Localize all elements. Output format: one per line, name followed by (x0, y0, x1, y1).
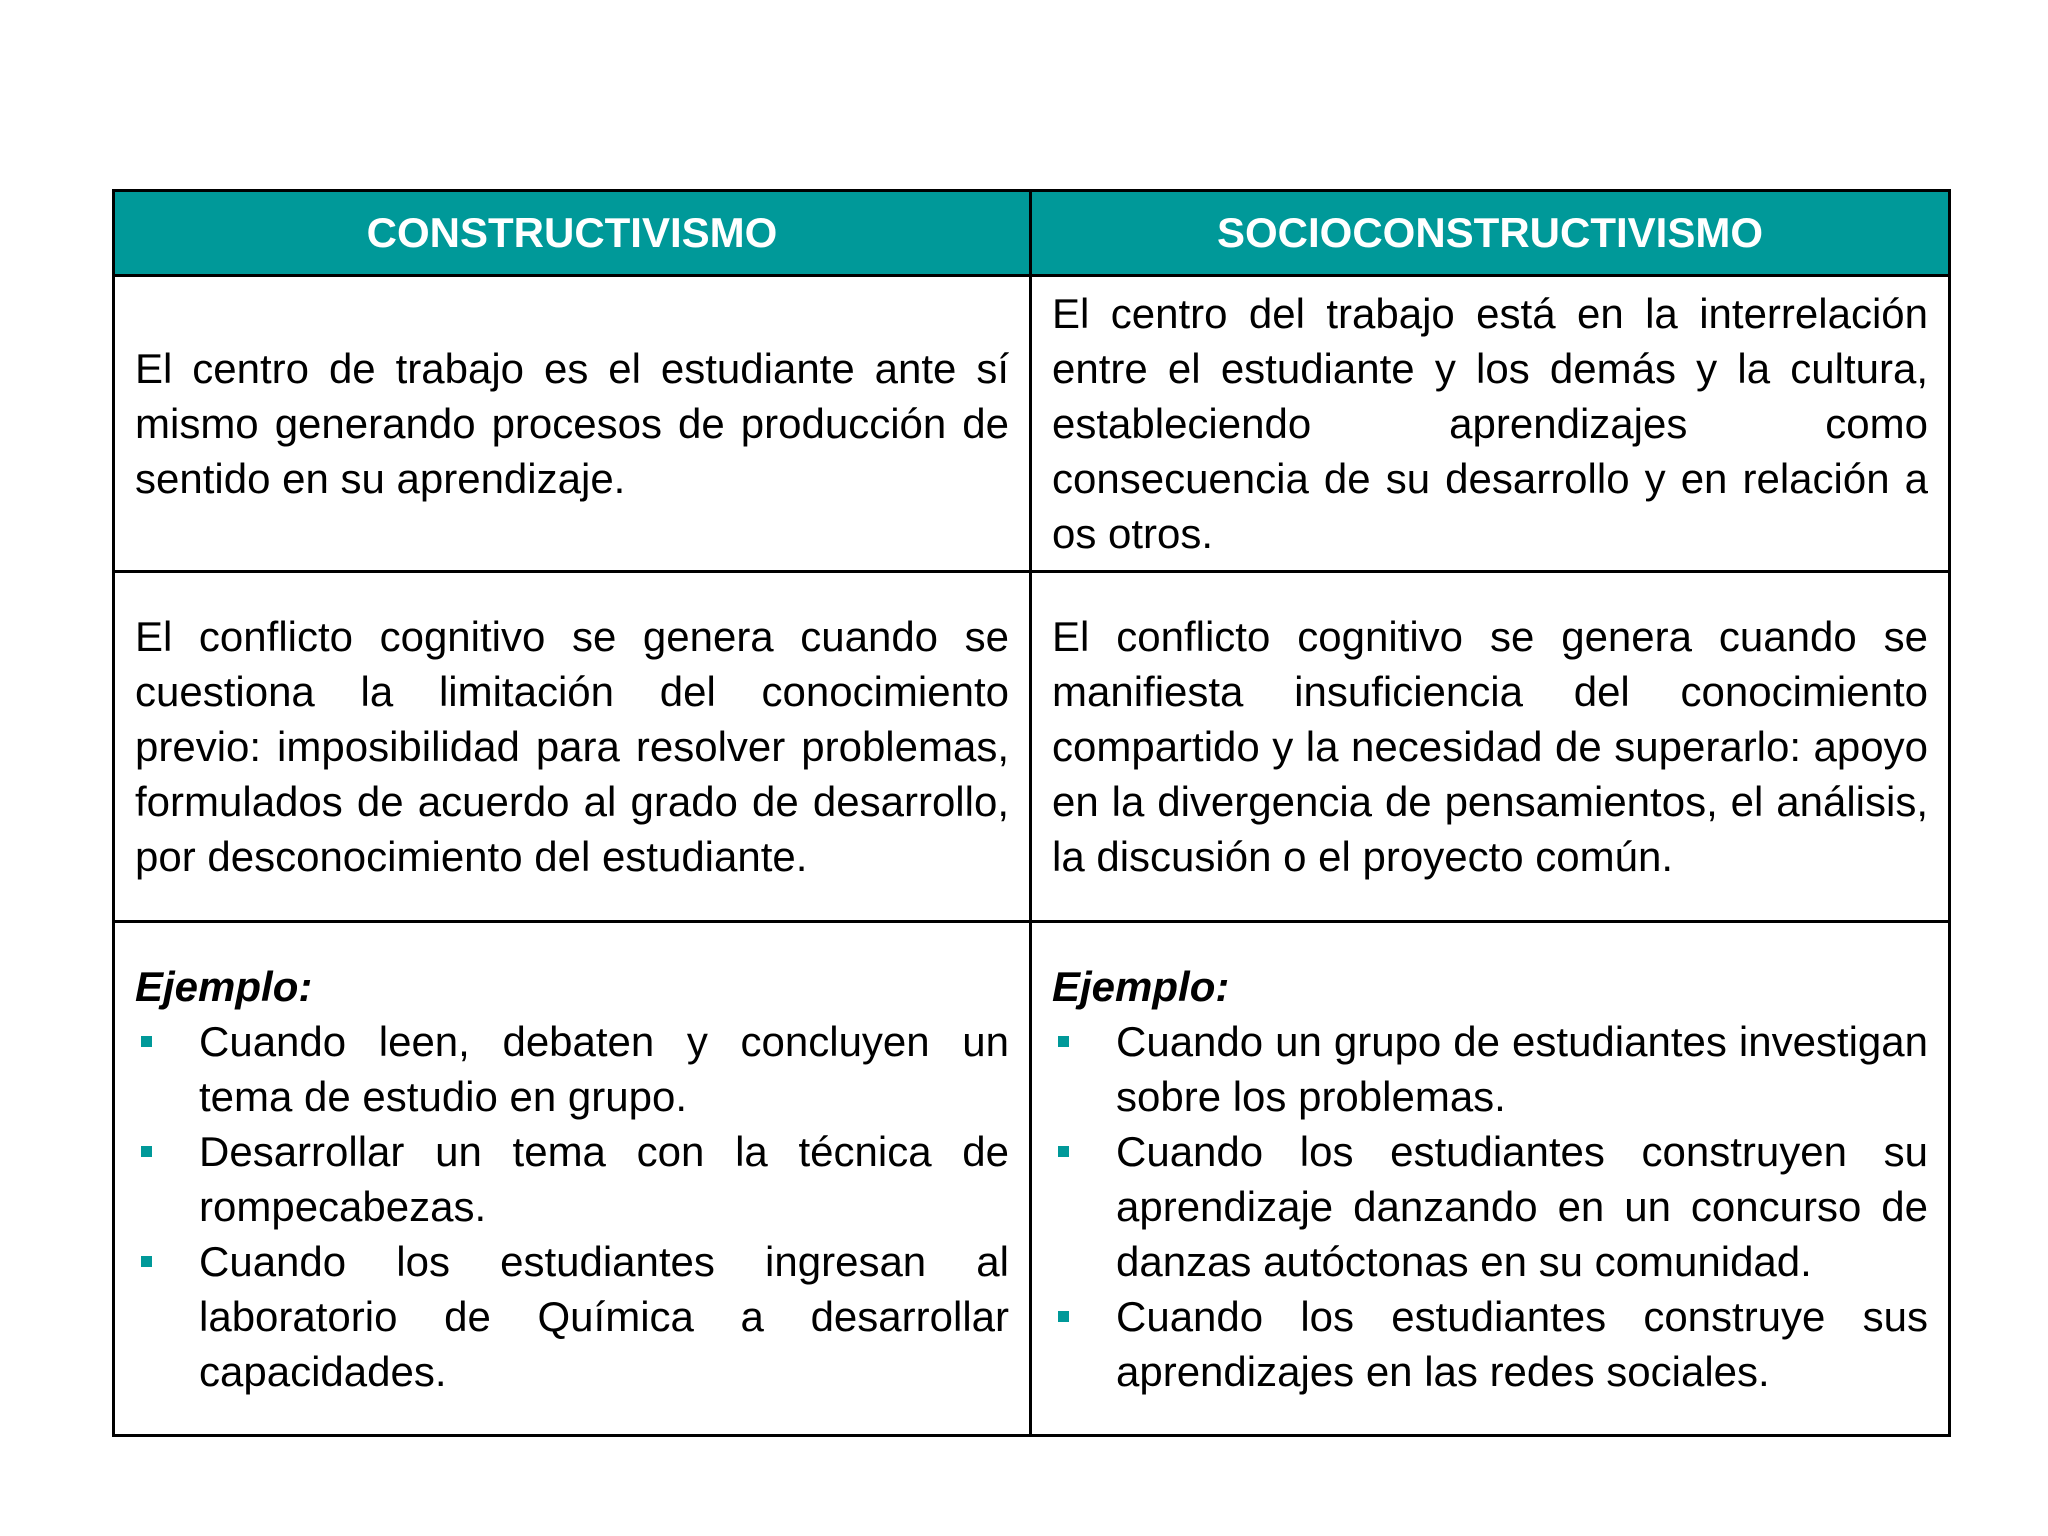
table-row (114, 922, 1950, 1436)
table-row (114, 276, 1950, 572)
cell-work-center-constructivismo: El centro de trabajo es el estudiante ante sí mismo generando procesos de producción de sentido en su aprendizaje. (114, 276, 1031, 572)
square-bullet-icon (1058, 1146, 1069, 1157)
list-item-text: Cuando los estudiantes construye sus aprendizajes en las redes sociales. (1116, 1292, 1928, 1395)
example-title: Ejemplo: (1052, 962, 1230, 1010)
comparison-table (112, 189, 1951, 1437)
square-bullet-icon (141, 1256, 152, 1267)
table-row (114, 572, 1950, 922)
list-item (135, 1124, 1009, 1234)
square-bullet-icon (141, 1146, 152, 1157)
square-bullet-icon (1058, 1311, 1069, 1322)
list-item (135, 1234, 1009, 1399)
header-row (114, 191, 1950, 276)
cell-examples-socioconstructivismo (1031, 922, 1950, 1436)
list-item-text: Cuando los estudiantes construyen su aprendizaje danzando en un concurso de danzas autóctonas en su comunidad. (1116, 1127, 1928, 1285)
header-constructivismo: CONSTRUCTIVISMO (114, 191, 1031, 276)
header-socioconstructivismo: SOCIOCONSTRUCTIVISMO (1031, 191, 1950, 276)
example-list (1052, 1014, 1928, 1399)
list-item (135, 1014, 1009, 1124)
list-item-text: Desarrollar un tema con la técnica de rompecabezas. (199, 1127, 1009, 1230)
cell-work-center-socioconstructivismo: El centro del trabajo está en la interrelación entre el estudiante y los demás y la cultura, estableciendo aprendizajes como consecuencia de su desarrollo y en relación a os otros. (1031, 276, 1950, 572)
list-item (1052, 1014, 1928, 1124)
square-bullet-icon (141, 1036, 152, 1047)
list-item (1052, 1289, 1928, 1399)
list-item-text: Cuando los estudiantes ingresan al laboratorio de Química a desarrollar capacidades. (199, 1237, 1009, 1395)
list-item-text: Cuando leen, debaten y concluyen un tema de estudio en grupo. (199, 1017, 1009, 1120)
cell-examples-constructivismo (114, 922, 1031, 1436)
cell-cognitive-conflict-constructivismo: El conflicto cognitivo se genera cuando se cuestiona la limitación del conocimiento previo: imposibilidad para resolver problemas, formulados de acuerdo al grado de desarrollo, por desconocimiento del estudiante. (114, 572, 1031, 922)
example-list (135, 1014, 1009, 1399)
list-item-text: Cuando un grupo de estudiantes investigan sobre los problemas. (1116, 1017, 1928, 1120)
example-title: Ejemplo: (135, 962, 313, 1010)
cell-cognitive-conflict-socioconstructivismo: El conflicto cognitivo se genera cuando se manifiesta insuficiencia del conocimiento compartido y la necesidad de superarlo: apoyo en la divergencia de pensamientos, el análisis, la discusión o el proyecto común. (1031, 572, 1950, 922)
square-bullet-icon (1058, 1036, 1069, 1047)
list-item (1052, 1124, 1928, 1289)
